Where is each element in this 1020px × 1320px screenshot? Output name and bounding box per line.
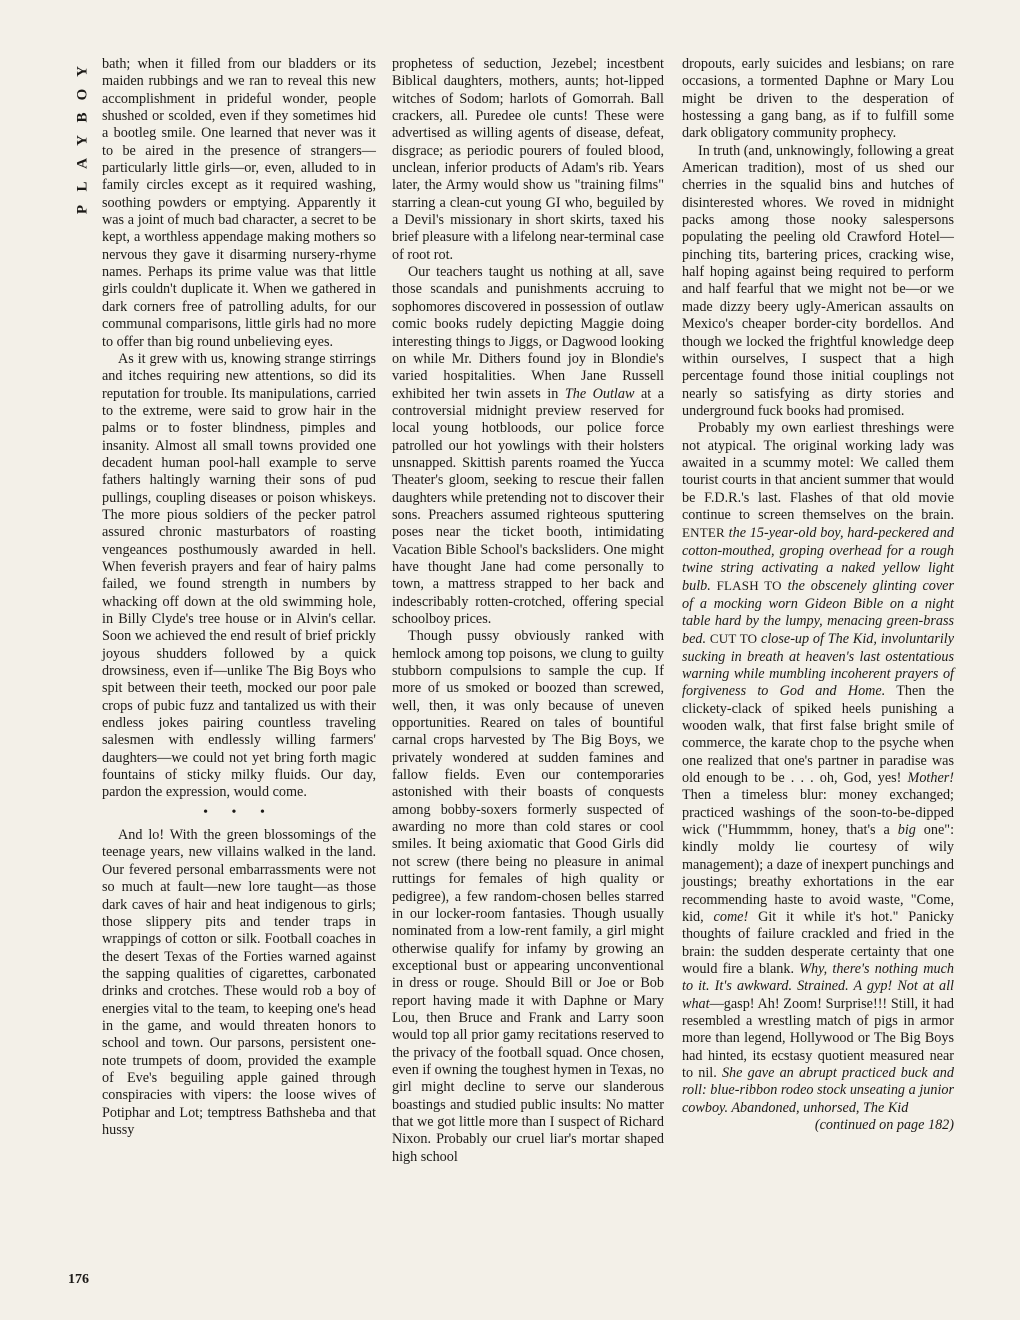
film-title: The Outlaw bbox=[564, 385, 635, 402]
script-cue: CUT TO bbox=[709, 631, 758, 647]
paragraph: And lo! With the green blossomings of the teenage years, new villains walked in the land. Our fevered personal embarrassments were not so much at fault—new lore taught—as those dark caves of hair and heat indigenous to girls; those slippery pits and tender traps in wrappings of cotton or silk. Football coaches in the desert Texas of the Forties warned against the sapping qualities of cigarettes, carbonated drinks and crotches. These would rob a boy of energies vital to the team, to keeping one's head in the game, and would threaten honors to school and town. Our parsons, persistent one-note trumpets of doom, provided the example of Eve's beguiling apple gained through conspiracies with vipers: the loose wives of Potiphar and Lot; temptress Bathsheba and that hussy bbox=[102, 827, 376, 1138]
script-cue: FLASH TO bbox=[716, 578, 782, 594]
paragraph-text: one": kindly moldy lie courtesy of wily management); a daze of inexpert punchings and joustings; breathy exhortations in the ear recommending haste to avoid waste, "Come, kid, bbox=[682, 822, 955, 925]
script-italic: the 15-year-old boy, hard-peckered and cotton-mouthed, groping overhead for a rough twine string activating a naked yellow light bulb. bbox=[682, 525, 954, 595]
section-separator: • • • bbox=[203, 804, 275, 820]
emphasis: Why, there's nothing much to it. It's awkward. Strained. A gyp! Not at all what bbox=[682, 960, 954, 1012]
continuation-note: (continued on page 182) bbox=[814, 1116, 954, 1133]
masthead-letter: Y bbox=[74, 135, 91, 146]
masthead-letter: B bbox=[74, 112, 91, 123]
emphasis: big bbox=[897, 822, 916, 839]
paragraph-text: —gasp! Ah! Zoom! Surprise!!! Still, it had resembled a wrestling match of pigs in armor more than legend, Hollywood or The Big Boys had hinted, its ecstasy quotient measured near to nil. bbox=[682, 995, 954, 1081]
emphasis: come! bbox=[713, 908, 749, 925]
magazine-masthead bbox=[66, 60, 100, 221]
paragraph: dropouts, early suicides and lesbians; on rare occasions, a tormented Daphne or Mary Lou might be driven to the desperation of hostessing a gang bang, as if to fulfill some dark obligatory community prophecy. bbox=[682, 56, 954, 142]
paragraph-text: Then a timeless blur: money exchanged; practiced washings of the soon-to-be-dipped wick ("Hummmm, honey, that's a bbox=[682, 787, 954, 839]
column-3 bbox=[682, 56, 954, 1134]
paragraph: In truth (and, unknowingly, following a great American tradition), most of us shed our cherries in the squalid bins and hutches of disinterested whores. We roved in midnight packs among those nooky salespersons populating the peeling old Crawford Hotel—pinching tits, bartering prices, cracking wise, half hoping against being required to perform and half fearful that we might not be—or we made dizzy beery ugly-American assaults on Mexico's cheaper border-city bordellos. And though we locked the frightful knowledge deep within ourselves, I suspect that a high percentage found those initial couplings not nearly so satisfying as dirty stories and underground fuck books had promised. bbox=[682, 142, 954, 419]
script-italic: close-up of The Kid, involuntarily sucking in breath at heaven's last ostentatious warning while mumbling incoherent prayers of forgiveness to God and Home. bbox=[682, 631, 955, 700]
script-cue: ENTER bbox=[682, 525, 725, 541]
masthead-letter: A bbox=[74, 158, 91, 169]
script-italic: the obscenely glinting cover of a mocking worn Gideon Bible on a night table hard by the lumpy, menacing green-brass bed. bbox=[682, 578, 954, 648]
masthead-letter: P bbox=[74, 204, 91, 215]
emphasis: Mother! bbox=[907, 770, 954, 787]
paragraph-text: Our teachers taught us nothing at all, save those scandals and punishments accruing to sophomores discovered in possession of outlaw comic books rudely depicting Maggie doing interesting things to Jiggs, or Dagwood looking on while Mr. Dithers found joy in Blondie's varied hospitalities. When Jane Russell exhibited her twin assets in bbox=[392, 264, 664, 402]
masthead-letter: L bbox=[74, 181, 91, 192]
masthead-letter: O bbox=[74, 88, 91, 101]
paragraph: As it grew with us, knowing strange stirrings and itches requiring new attentions, so did its reputation for trouble. Its manipulations, carried to the extreme, were said to grow hair in the palms or to foster blindness, pimples and insanity. Almost all small towns provided one decadent human pool-hall example to serve fathers haltingly warning their sons of pud pullings, coupling diseases or poison whiskeys. The more pious soldiers of the pecker patrol assured chronic masturbators of roasting vengeances posthumously awarded in hell. When feverish prayers and fear of hairy palms failed, we found strength in numbers by whacking off down at the old swimming hole, in Billy Clyde's tree house or in Alvin's cellar. Soon we achieved the end result of brief prickly joyous shudders followed by a quick drowsiness, even if—unlike The Big Boys who spit between their teeth, mocked our poor pale crops of pubic fuzz and tantalized us with their endless jokes pairing countless traveling salesmen with endlessly willing farmers' daughters—we could not yet bring forth magic fountains of sticky milky fluids. Our day, pardon the expression, would come. bbox=[102, 350, 376, 801]
column-1 bbox=[102, 56, 376, 1139]
paragraph bbox=[682, 420, 954, 1117]
paragraph-text: Then the clickety-clack of spiked heels punishing a wooden walk, that first false bright smile of commerce, the karate chop to the psyche when one realized that one's partner in paradise was old enough to be . . . oh, God, yes! bbox=[682, 683, 954, 787]
paragraph bbox=[392, 264, 664, 628]
masthead-letter: Y bbox=[74, 66, 91, 77]
paragraph-text: at a controversial midnight preview reserved for local young hotbloods, our police force patrolled our hot yowlings with their holsters unsnapped. Skittish parents roamed the Yucca Theater's gloom, seeking to rescue their fallen daughters while pretending not to discover their sons. Preachers assumed righteous sputtering poses near the ticket booth, intimidating Vacation Bible School's backsliders. One might have thought Jane had come personally to town, a mattress strapped to her back and indescribably rotten-crotched, offering special schoolboy prices. bbox=[392, 385, 664, 627]
paragraph: bath; when it filled from our bladders or its maiden rubbings and we ran to reveal this new accomplishment in prideful wonder, people shushed or scolded, even if they sometimes hid a bootleg smile. One learned that never was it to be aired in the presence of strangers—particularly little girls—or, even, alluded to in family circles except as it required washing, soothing powders or emptying. Apparently it was a joint of much bad character, a secret to be kept, a worthless appendage making mothers so nervous they gave it disarming nursery-rhyme names. Perhaps its prime value was that little girls couldn't duplicate it. When we gathered in dark corners free of patrolling adults, for our communal comparisons, little girls had no more to offer than big round unbelieving eyes. bbox=[102, 56, 376, 350]
paragraph-text: Git it while it's hot." Panicky thoughts of failure crackled and fried in the brain: the sudden desperate certainty that one would fire a blank. bbox=[682, 908, 955, 977]
column-2 bbox=[392, 56, 664, 1166]
paragraph: prophetess of seduction, Jezebel; incestbent Biblical daughters, mothers, aunts; hot-lipped witches of Sodom; harlots of Gomorrah. Ball crackers, all. Puredee ole cunts! These were advertised as willing agents of disease, defeat, disgrace; as periodic pourers of fouled blood, unclean, inferior products of Adam's rib. Years later, the Army would show us "training films" starring a clean-cut young GI who, beguiled by a Devil's missionary in short skirts, taxed his brief pleasure with a lifelong near-terminal case of root rot. bbox=[392, 56, 664, 263]
paragraph-text: Probably my own earliest threshings were not atypical. The original working lady was awaited in a scummy motel: We called them tourist courts in that ancient summer that would be F.D.R.'s last. Flashes of that old movie continue to screen themselves on the brain. bbox=[682, 420, 954, 523]
paragraph: Though pussy obviously ranked with hemlock among top poisons, we clung to guilty stubborn compulsions to sample the cup. If more of us smoked or boozed than screwed, well, then, it was only because of uneven opportunities. Reared on tales of bountiful carnal crops harvested by The Big Boys, we privately wondered at sudden famines and fallow fields. Even our contemporaries astonished with their boasts of conquests among bobby-soxers formerly suspected of awarding no more than cold stares or cool smiles. It being axiomatic that Good Girls did not screw (there being no pleasure in animal ruttings for females of high quality or pedigree), a few random-chosen belles starred in our locker-room fantasies. Though usually nominated from a low-rent family, a girl might otherwise qualify for infamy by growing an exceptional bust or appearing unconventional in dress or rouge. Should Bill or Joe or Bob report having made it with Daphne or Mary Lou, then Bruce and Frank and Larry soon would top all prior gamy recitations reserved to the privacy of the football squad. Once chosen, even if owning the toughest hymen in Texas, no girl might decline to serve our slanderous boastings and studied public insults: No matter that we got little more than I suspect of Richard Nixon. Probably our cruel liar's mortar shaped high school bbox=[392, 628, 664, 1165]
emphasis: She gave an abrupt practiced buck and roll: blue-ribbon rodeo stock unseating a junior cowboy. Abandoned, unhorsed, The Kid bbox=[682, 1064, 954, 1116]
page-number: 176 bbox=[68, 1272, 89, 1287]
